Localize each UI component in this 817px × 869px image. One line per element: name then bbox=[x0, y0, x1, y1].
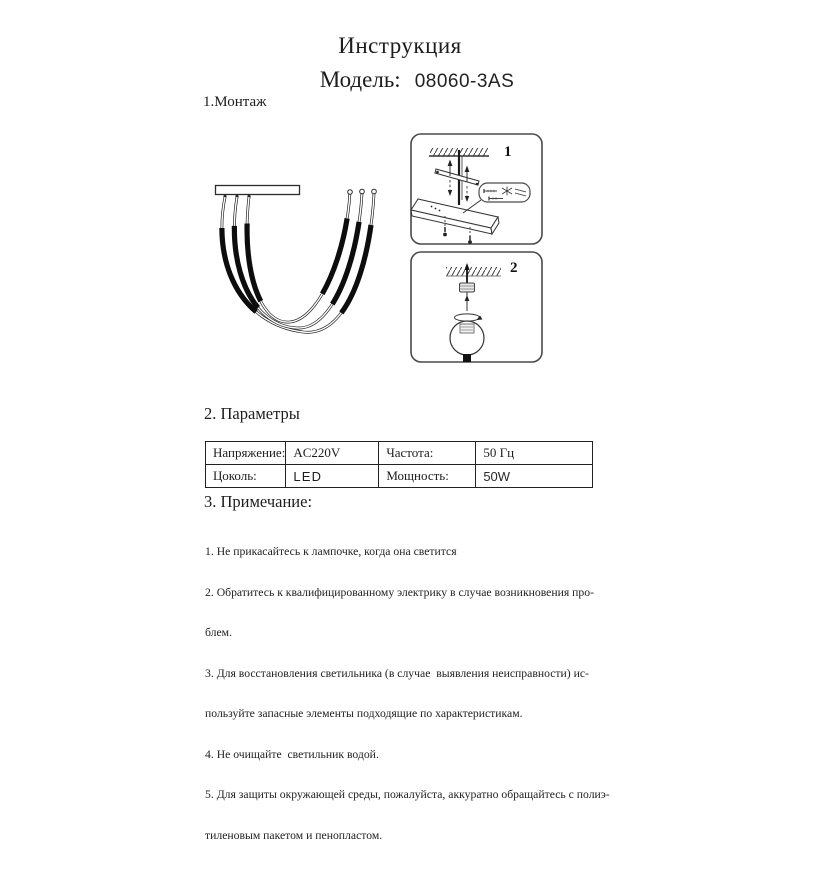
param-value-voltage: AC220V bbox=[286, 442, 379, 465]
parameters-heading: 2. Параметры bbox=[204, 404, 300, 423]
note-line: 2. Обратитесь к квалифицированному электрику в случае возникновения про- bbox=[205, 585, 594, 599]
note-line: пользуйте запасные элементы подходящие по характеристикам. bbox=[205, 707, 523, 720]
note-line: 5. Для защиты окружающей среды, пожалуйста, аккуратно обращайтесь с полиэ- bbox=[205, 788, 610, 801]
param-value-power: 50W bbox=[476, 465, 593, 488]
note-line: 1. Не прикасайтесь к лампочке, когда она светится bbox=[205, 545, 457, 558]
wire-loop bbox=[348, 190, 353, 195]
step1-number: 1 bbox=[504, 144, 512, 160]
model-number: 08060-3AS bbox=[414, 71, 515, 92]
parameters-table bbox=[205, 441, 593, 488]
montage-diagram bbox=[195, 125, 555, 375]
step2-number: 2 bbox=[510, 260, 518, 276]
ceiling-hatch-2 bbox=[446, 267, 501, 276]
ceiling-socket bbox=[460, 283, 475, 292]
model-line bbox=[17, 67, 817, 93]
param-value-frequency: 50 Гц bbox=[476, 442, 593, 465]
note-line: блем. bbox=[205, 626, 232, 639]
wire-loop bbox=[372, 189, 377, 194]
wire-loop bbox=[360, 189, 365, 194]
install-step1-diagram bbox=[411, 134, 542, 244]
install-step2-diagram bbox=[411, 252, 542, 362]
note-line: 3. Для восстановления светильника (в случае выявления неисправности) ис- bbox=[205, 666, 589, 680]
param-label-socle: Цоколь: bbox=[206, 465, 286, 488]
notes-list bbox=[205, 518, 610, 869]
note-line: 4. Не очищайте светильник водой. bbox=[205, 747, 379, 761]
note-line: тиленовым пакетом и пенопластом. bbox=[205, 828, 383, 842]
param-label-frequency: Частота: bbox=[379, 442, 476, 465]
param-label-power: Мощность: bbox=[379, 465, 476, 488]
param-value-socle: LED bbox=[286, 465, 379, 488]
page-title: Инструкция bbox=[338, 33, 462, 58]
lamp-stem bbox=[463, 354, 471, 362]
model-label: Модель: bbox=[319, 67, 401, 92]
notes-heading: 3. Примечание: bbox=[204, 492, 313, 511]
table-row bbox=[206, 442, 593, 465]
montage-heading: 1.Монтаж bbox=[203, 94, 267, 110]
table-row bbox=[206, 465, 593, 488]
param-label-voltage: Напряжение: bbox=[206, 442, 286, 465]
pendant-lamp-drawing bbox=[216, 186, 377, 333]
globe-socket-label bbox=[460, 324, 474, 333]
lamp-ceiling-bar bbox=[216, 186, 300, 195]
